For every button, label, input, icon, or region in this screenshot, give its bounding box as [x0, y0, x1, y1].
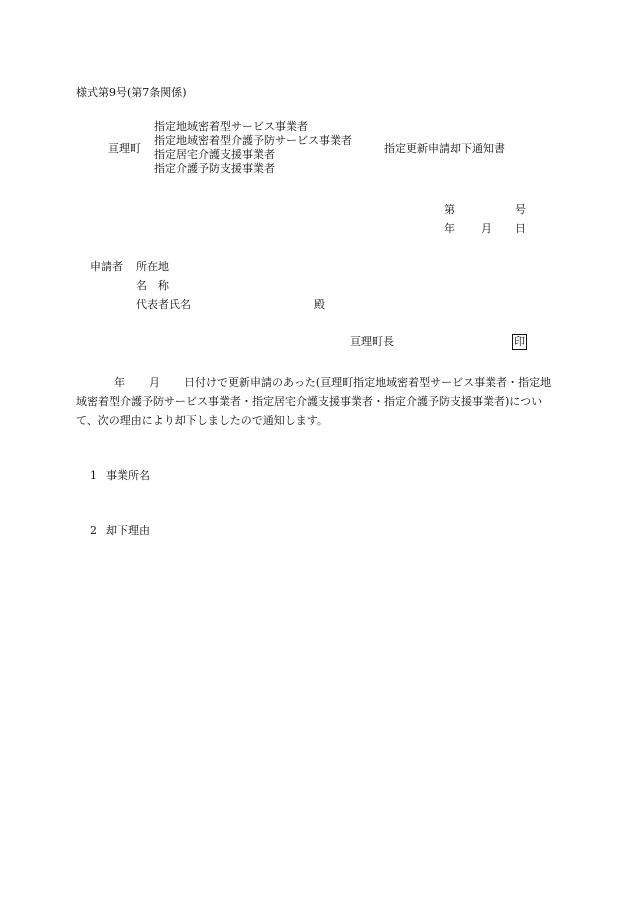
doc-number-prefix: 第 — [444, 203, 455, 216]
item-label-business-name: 事業所名 — [106, 469, 150, 482]
date-month-label: 月 — [481, 222, 492, 235]
item-number: 2 — [90, 524, 97, 537]
applicant-label: 申請者 — [90, 260, 123, 273]
seal-mark — [512, 334, 527, 350]
applicant-representative-label: 代表者氏名 — [136, 298, 191, 311]
body-year-label: 年 — [114, 376, 125, 389]
item-label-rejection-reason: 却下理由 — [106, 524, 150, 537]
town-name: 亘理町 — [108, 142, 141, 155]
date-year-label: 年 — [444, 222, 455, 235]
form-number: 様式第9号(第7条関係) — [76, 86, 187, 99]
applicant-address-label: 所在地 — [136, 260, 169, 273]
notice-body — [76, 373, 556, 430]
doc-number-suffix: 号 — [515, 203, 526, 216]
issuer-title: 亘理町長 — [350, 335, 394, 348]
body-text: 日付けで更新申請のあった(亘理町指定地域密着型サービス事業者・指定地域密着型介護予防サービス事業者・指定居宅介護支援事業者・指定介護予防支援事業者)について、次の理由により却下しましたので通知します。 — [76, 376, 552, 427]
document-title: 指定更新申請却下通知書 — [384, 142, 505, 155]
business-type-item: 指定地域密着型サービス事業者 — [154, 120, 308, 133]
item-number: 1 — [90, 469, 97, 482]
business-type-item: 指定居宅介護支援事業者 — [154, 148, 275, 161]
date-day-label: 日 — [515, 222, 526, 235]
business-type-list — [154, 120, 352, 176]
body-month-label: 月 — [149, 376, 160, 389]
seal-label: 印 — [514, 335, 525, 348]
business-type-item: 指定地域密着型介護予防サービス事業者 — [154, 134, 352, 147]
honorific: 殿 — [314, 298, 325, 311]
business-type-item: 指定介護予防支援事業者 — [154, 162, 275, 175]
applicant-name-label: 名 称 — [136, 279, 169, 292]
